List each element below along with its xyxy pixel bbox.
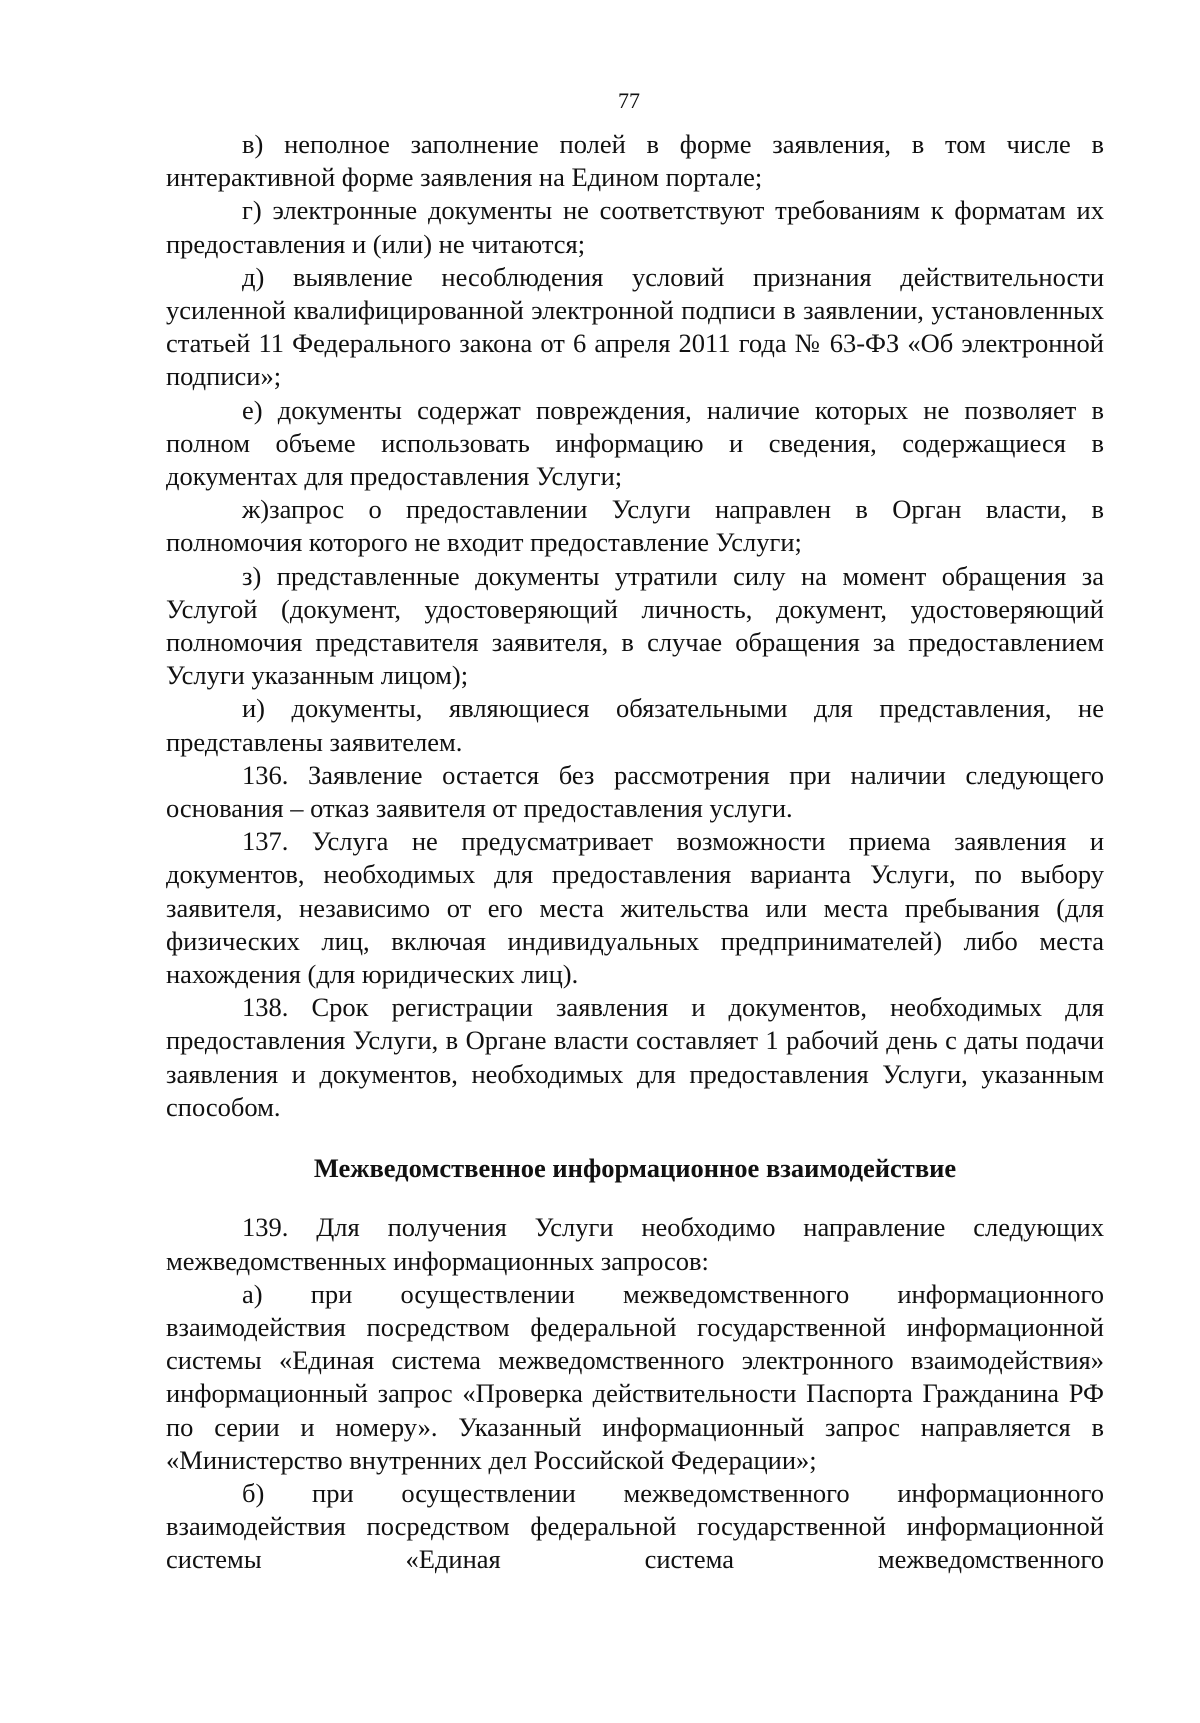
document-body bbox=[166, 128, 1104, 1577]
page-number: 77 bbox=[618, 88, 640, 113]
section-heading: Межведомственное информационное взаимодействие bbox=[313, 1153, 957, 1184]
list-item-b: б) при осуществлении межведомственного информационного взаимодействия посредством федеральной государственной информационной системы «Единая система межведомственного bbox=[166, 1477, 1104, 1575]
list-item-i: и) документы, являющиеся обязательными для представления, не представлены заявителем. bbox=[166, 693, 1104, 757]
list-item-z: з) представленные документы утратили силу на момент обращения за Услугой (документ, удостоверяющий личность, документ, удостоверяющий полномочия представителя заявителя, в случае обращения за предоставлением Услуги указанным лицом); bbox=[166, 560, 1104, 691]
list-item-v: в) неполное заполнение полей в форме заявления, в том числе в интерактивной форме заявления на Едином портале; bbox=[166, 129, 1104, 193]
list-item-d: д) выявление несоблюдения условий признания действительности усиленной квалифицированной электронной подписи в заявлении, установленных статьей 11 Федерального закона от 6 апреля 2011 года № 63-ФЗ «Об электронной подписи»; bbox=[166, 261, 1104, 392]
list-item-e: е) документы содержат повреждения, наличие которых не позволяет в полном объеме использовать информацию и сведения, содержащиеся в документах для предоставления Услуги; bbox=[166, 394, 1104, 492]
list-item-zh: ж)запрос о предоставлении Услуги направлен в Орган власти, в полномочия которого не входит предоставление Услуги; bbox=[166, 494, 1104, 558]
paragraph-138: 138. Срок регистрации заявления и документов, необходимых для предоставления Услуги, в Органе власти составляет 1 рабочий день с даты подачи заявления и документов, необходимых для предоставления Услуги, указанным способом. bbox=[166, 992, 1104, 1122]
list-item-a: а) при осуществлении межведомственного информационного взаимодействия посредством федеральной государственной информационной системы «Единая система межведомственного электронного взаимодействия» информационный запрос «Проверка действительности Паспорта Гражданина РФ по серии и номеру». Указанный информационный запрос направляется в «Министерство внутренних дел Российской Федерации»; bbox=[166, 1278, 1104, 1475]
paragraph-137: 137. Услуга не предусматривает возможности приема заявления и документов, необходимых для предоставления варианта Услуги, по выбору заявителя, независимо от его места жительства или места пребывания (для физических лиц, включая индивидуальных предпринимателей) либо места нахождения (для юридических лиц). bbox=[166, 826, 1104, 990]
paragraph-139: 139. Для получения Услуги необходимо направление следующих межведомственных информационных запросов: bbox=[166, 1212, 1104, 1276]
list-item-g: г) электронные документы не соответствуют требованиям к форматам их предоставления и (или) не читаются; bbox=[166, 195, 1104, 259]
paragraph-136: 136. Заявление остается без рассмотрения при наличии следующего основания – отказ заявителя от предоставления услуги. bbox=[166, 759, 1104, 824]
